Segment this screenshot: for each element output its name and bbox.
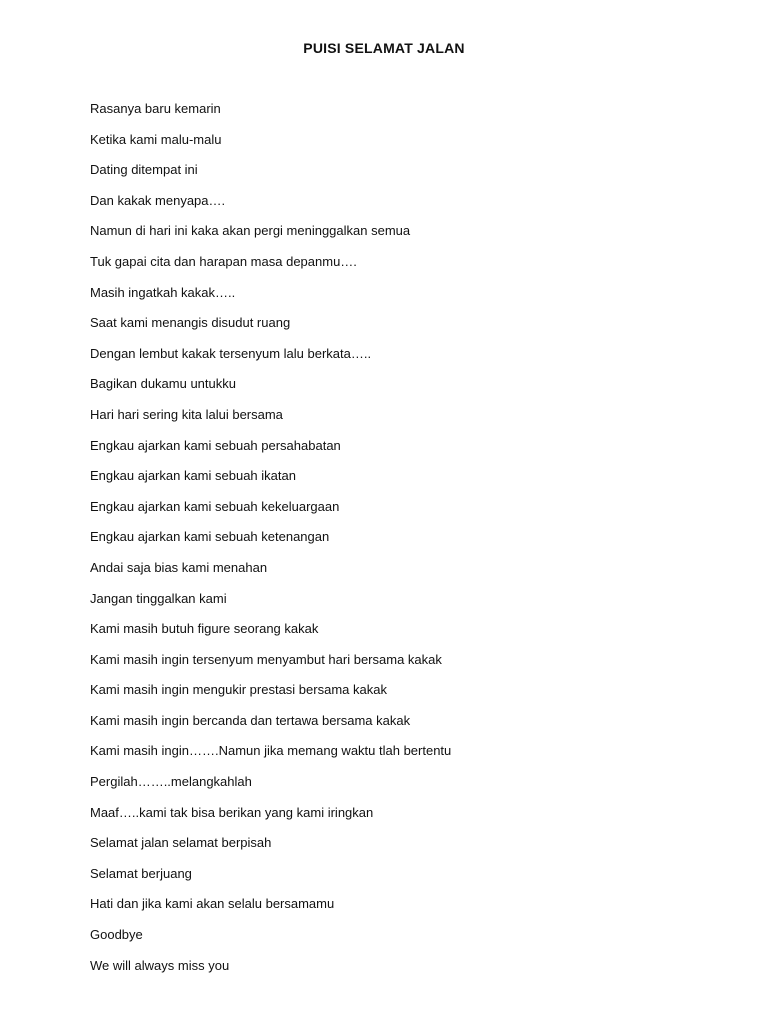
poem-line: Pergilah……..melangkahlah: [90, 774, 252, 790]
poem-line: Masih ingatkah kakak…..: [90, 284, 236, 300]
poem-line: Tuk gapai cita dan harapan masa depanmu….: [90, 253, 357, 269]
poem-line: Jangan tinggalkan kami: [90, 590, 227, 606]
poem-line: Goodbye: [90, 927, 143, 943]
page-title: PUISI SELAMAT JALAN: [303, 40, 465, 56]
poem-line: Kami masih ingin bercanda dan tertawa bersama kakak: [90, 712, 411, 728]
poem-line: Ketika kami malu-malu: [90, 131, 222, 147]
poem-line: Selamat jalan selamat berpisah: [90, 835, 272, 851]
poem-line: Kami masih ingin…….Namun jika memang waktu tlah bertentu: [90, 743, 452, 759]
poem-line: Kami masih ingin tersenyum menyambut hari bersama kakak: [90, 651, 442, 667]
poem-line: Engkau ajarkan kami sebuah persahabatan: [90, 437, 341, 453]
poem-line: Engkau ajarkan kami sebuah ikatan: [90, 468, 296, 484]
poem-line: We will always miss you: [90, 957, 230, 973]
poem-line: Dengan lembut kakak tersenyum lalu berkata…..: [90, 345, 372, 361]
poem-line: Kami masih ingin mengukir prestasi bersama kakak: [90, 682, 387, 698]
poem-line: Selamat berjuang: [90, 865, 192, 881]
poem-line: Dating ditempat ini: [90, 162, 198, 178]
poem-line: Saat kami menangis disudut ruang: [90, 315, 291, 331]
poem-line: Namun di hari ini kaka akan pergi meninggalkan semua: [90, 223, 411, 239]
poem-line: Bagikan dukamu untukku: [90, 376, 236, 392]
poem-line: Engkau ajarkan kami sebuah ketenangan: [90, 529, 330, 545]
poem-line: Hari hari sering kita lalui bersama: [90, 406, 283, 422]
poem-line: Kami masih butuh figure seorang kakak: [90, 621, 319, 637]
poem-line: Andai saja bias kami menahan: [90, 559, 268, 575]
poem-line: Rasanya baru kemarin: [90, 101, 221, 116]
poem-line: Maaf…..kami tak bisa berikan yang kami iringkan: [90, 804, 374, 820]
poem-line: Hati dan jika kami akan selalu bersamamu: [90, 896, 335, 912]
poem-line: Engkau ajarkan kami sebuah kekeluargaan: [90, 498, 340, 514]
poem-line: Dan kakak menyapa….: [90, 192, 226, 208]
poem-body: [90, 98, 690, 985]
